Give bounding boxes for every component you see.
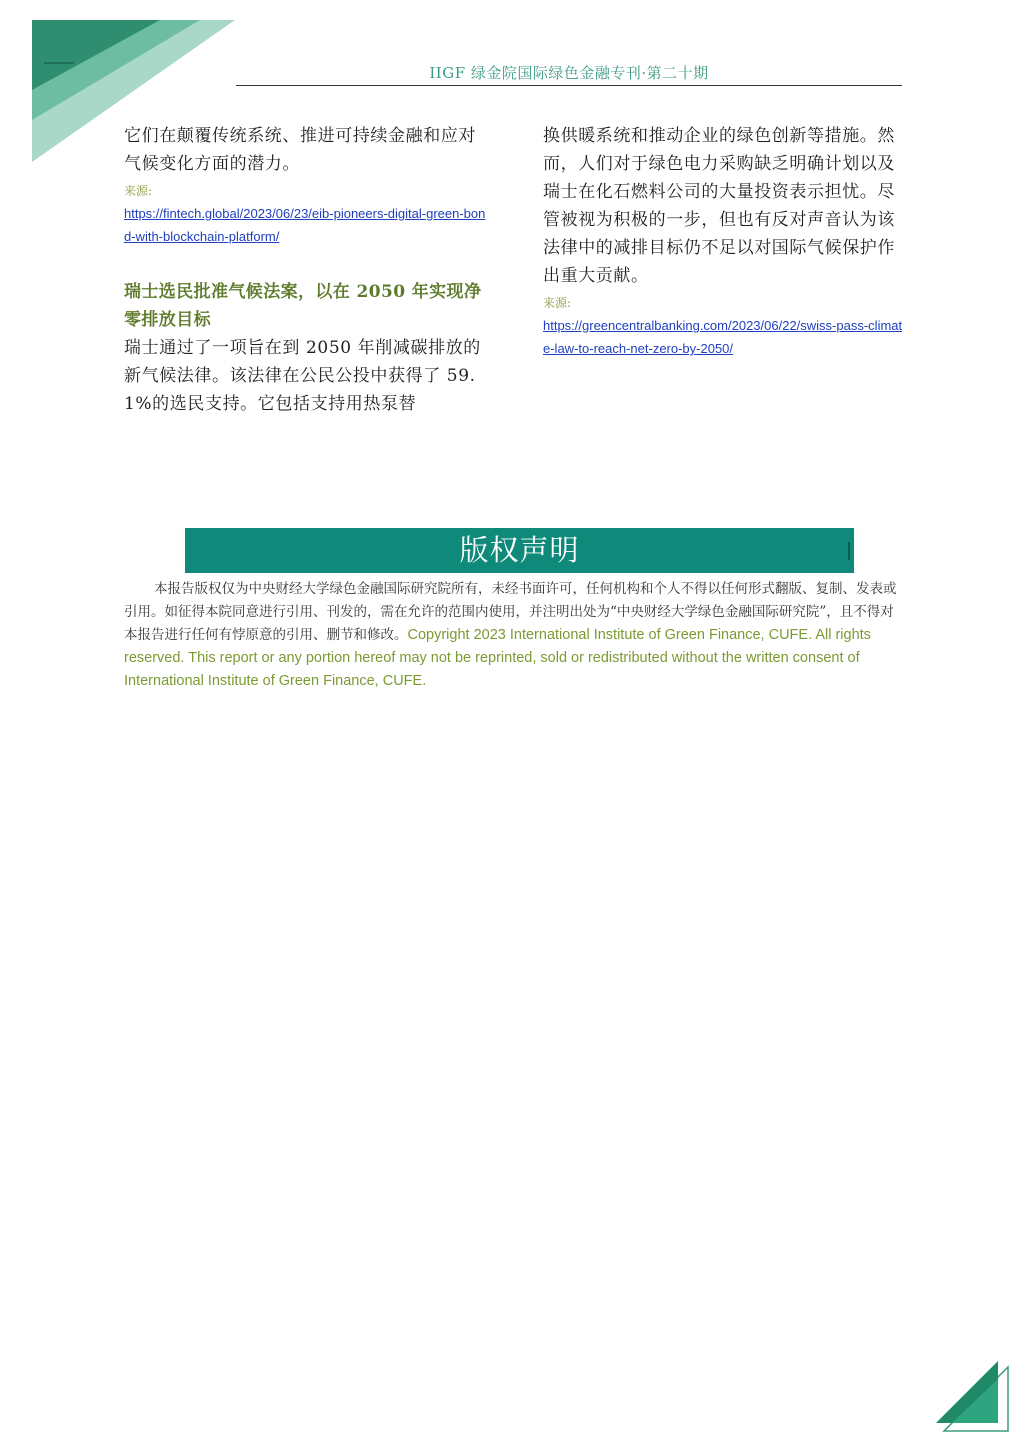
header-rule [236, 85, 902, 86]
copyright-notice [124, 578, 904, 693]
intro-paragraph: 它们在颠覆传统系统、推进可持续金融和应对气候变化方面的潜力。 [124, 126, 476, 174]
corner-decoration-bottom-right [932, 1357, 1012, 1437]
continued-paragraph: 换供暖系统和推动企业的绿色创新等措施。然而，人们对于绿色电力采购缺乏明确计划以及瑞士在化石燃料公司的大量投资表示担忧。尽管被视为积极的一步，但也有反对声音认为该法律中的减排目标仍不足以对国际气候保护作出重大贡献。 [543, 126, 895, 286]
source-link-greencentralbanking[interactable]: https://greencentralbanking.com/2023/06/22/swiss-pass-climate-law-to-reach-net-zero-by-2050/ [543, 318, 903, 356]
left-column [124, 122, 489, 418]
copyright-banner-title: 版权声明 [459, 533, 580, 567]
copyright-english-text: Copyright 2023 International Institute of Green Finance, CUFE. All rights reserved. This report or any portion hereof may not be reprinted, sold or redistributed without the written consent of International Institute of Green Finance, CUFE. [124, 627, 871, 689]
copyright-chinese-text: 本报告版权仅为中央财经大学绿色金融国际研究院所有，未经书面许可，任何机构和个人不得以任何形式翻版、复制、发表或引用。如征得本院同意进行引用、刊发的，需在允许的范围内使用，并注明出处为“中央财经大学绿色金融国际研究院”，且不得对本报告进行任何有悖原意的引用、删节和修改。 [124, 581, 897, 643]
section-heading-swiss-climate-law: 瑞士选民批准气候法案，以在 2050 年实现净零排放目标 [124, 282, 482, 330]
source-link-eib[interactable]: https://fintech.global/2023/06/23/eib-pioneers-digital-green-bond-with-blockchain-platform/ [124, 206, 486, 244]
section-paragraph: 瑞士通过了一项旨在到 2050 年削减碳排放的新气候法律。该法律在公民公投中获得了 59.1%的选民支持。它包括支持用热泵替 [124, 338, 481, 414]
right-column [543, 122, 908, 360]
source-label: 来源: [543, 296, 572, 310]
copyright-banner [185, 528, 854, 573]
source-label: 来源: [124, 184, 153, 198]
banner-tick [848, 542, 850, 560]
page-header-title: IIGF 绿金院国际绿色金融专刊·第二十期 [429, 64, 709, 82]
